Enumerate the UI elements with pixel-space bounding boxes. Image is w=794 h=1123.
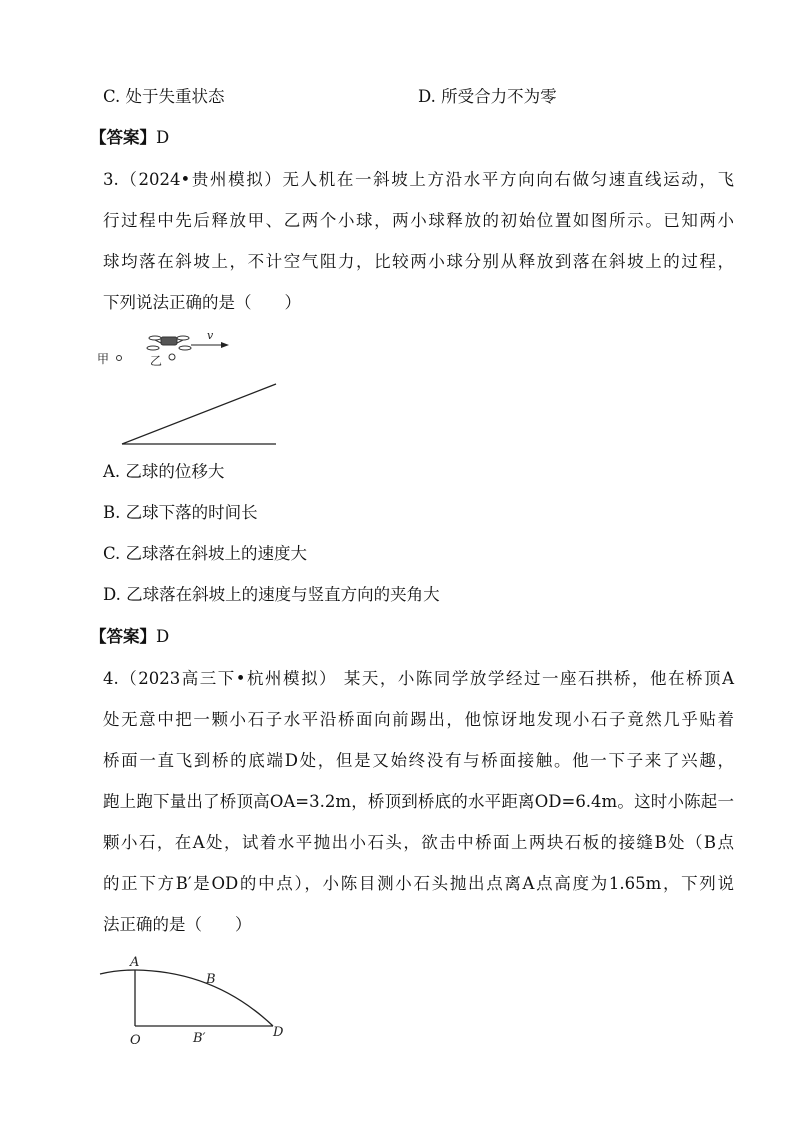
label-b: B [206,972,216,987]
q3-line-2: 行过程中先后释放甲、乙两个小球，两小球释放的初始位置如图所示。已知两小 [103,211,734,230]
answer-value: D [156,128,170,147]
q2-option-d: D. 所受合力不为零 [418,87,557,106]
q3-answer [90,626,169,648]
q4-line-2: 处无意中把一颗小石子水平沿桥面向前踢出，他惊讶地发现小石子竟然几乎贴着 [103,710,734,729]
q3-option-d: D. 乙球落在斜坡上的速度与竖直方向的夹角大 [103,585,440,604]
ball-jia [117,356,122,361]
label-d: D [273,1025,284,1040]
q3-option-a: A. 乙球的位移大 [103,462,225,481]
q2-option-c: C. 处于失重状态 [103,87,225,106]
label-yi: 乙 [150,354,163,368]
q4-line-6: 的正下方B′是OD的中点），小陈目测小石头抛出点离A点高度为1.65m，下列说 [103,874,734,893]
q3-option-b: B. 乙球下落的时间长 [103,503,258,522]
bridge-arc [100,970,273,1026]
q4-line-3: 桥面一直飞到桥的底端D处，但是又始终没有与桥面接触。他一下子来了兴趣， [103,751,734,770]
q4-line-4: 跑上跑下量出了桥顶高OA=3.2m，桥顶到桥底的水平距离OD=6.4m。这时小陈起一 [103,792,734,811]
slope-line [122,384,276,444]
label-o: O [130,1033,141,1048]
q2-answer [90,127,169,149]
label-a: A [130,955,140,970]
label-b-prime: B′ [193,1031,206,1046]
label-jia: 甲 [97,352,110,366]
q4-figure-arch-bridge [95,952,305,1052]
q3-option-c: C. 乙球落在斜坡上的速度大 [103,544,308,563]
q4-line-5: 颗小石，在A处，试着水平抛出小石头，欲击中桥面上两块石板的接缝B处（B点 [103,833,734,852]
q3-line-1: 3.（2024•贵州模拟）无人机在一斜坡上方沿水平方向向右做匀速直线运动，飞 [103,170,734,189]
answer-label: 【答案】 [90,627,156,646]
q3-line-3: 球均落在斜坡上，不计空气阻力，比较两小球分别从释放到落在斜坡上的过程， [103,252,734,271]
drone-icon [147,336,191,350]
arrowhead-icon [221,342,229,348]
ball-yi [169,354,175,360]
label-v: v [207,330,214,342]
q4-line-1: 4.（2023高三下•杭州模拟） 某天，小陈同学放学经过一座石拱桥，他在桥顶A [103,669,734,688]
q3-line-4: 下列说法正确的是（ ） [103,293,301,312]
q4-line-7: 法正确的是（ ） [103,915,252,934]
answer-value: D [156,627,170,646]
answer-label: 【答案】 [90,128,156,147]
q3-figure-drone-slope [95,330,295,450]
